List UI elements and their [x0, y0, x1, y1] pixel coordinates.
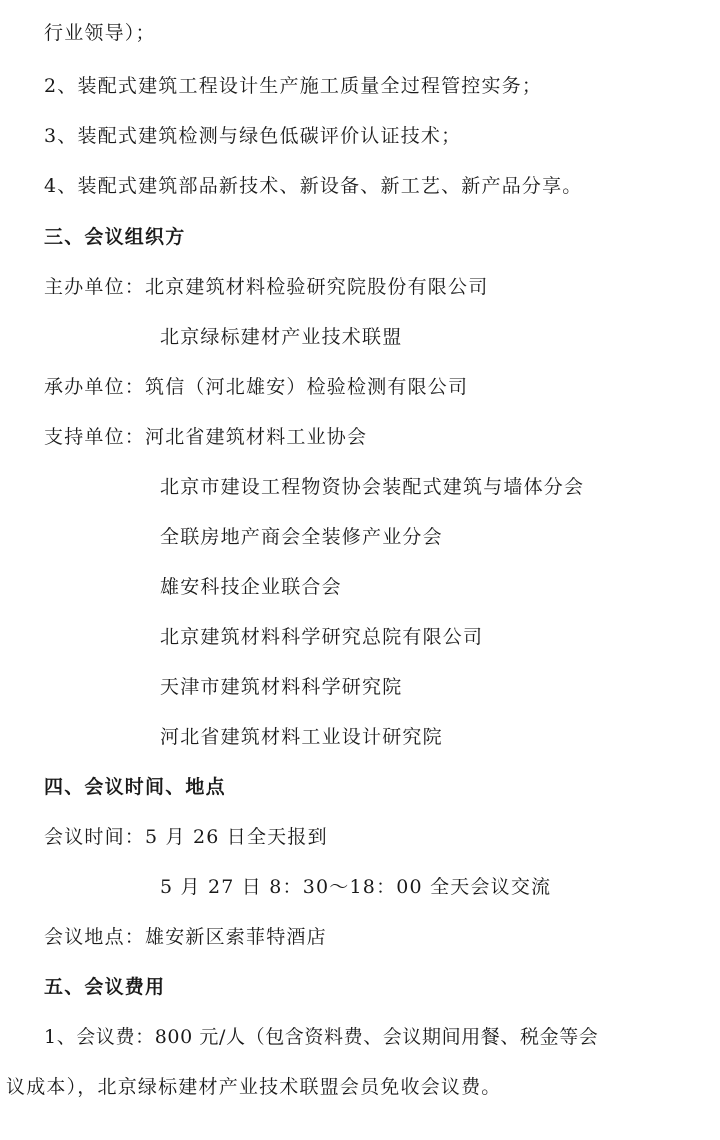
topic-item-4: 4、装配式建筑部品新技术、新设备、新工艺、新产品分享。 [44, 175, 583, 197]
meeting-venue: 会议地点：雄安新区索菲特酒店 [44, 926, 327, 948]
topic-item-3: 3、装配式建筑检测与绿色低碳评价认证技术； [44, 125, 462, 147]
support-unit-item: 雄安科技企业联合会 [160, 576, 342, 598]
host-unit-2: 北京绿标建材产业技术联盟 [160, 326, 403, 348]
support-units: 支持单位：河北省建筑材料工业协会 [44, 426, 368, 448]
fee-line-1: 1、会议费：800 元/人（包含资料费、会议期间用餐、税金等会 [44, 1026, 599, 1048]
topic-line-continuation: 行业领导）； [44, 22, 156, 44]
meeting-time-2: 5 月 27 日 8：30～18：00 全天会议交流 [160, 876, 552, 898]
host-units: 主办单位：北京建筑材料检验研究院股份有限公司 [44, 276, 489, 298]
fee-line-2: 议成本），北京绿标建材产业技术联盟会员免收会议费。 [6, 1076, 502, 1098]
section-heading-organizers: 三、会议组织方 [44, 226, 186, 248]
support-unit-item: 北京市建设工程物资协会装配式建筑与墙体分会 [160, 476, 585, 498]
section-heading-fees: 五、会议费用 [44, 976, 166, 998]
support-unit-item: 全联房地产商会全装修产业分会 [160, 526, 443, 548]
support-unit-item: 北京建筑材料科学研究总院有限公司 [160, 626, 484, 648]
section-heading-time-venue: 四、会议时间、地点 [44, 776, 226, 798]
support-unit-item: 河北省建筑材料工业设计研究院 [160, 726, 443, 748]
meeting-time: 会议时间：5 月 26 日全天报到 [44, 826, 328, 848]
support-unit-item: 天津市建筑材料科学研究院 [160, 676, 403, 698]
organizer-unit: 承办单位：筑信（河北雄安）检验检测有限公司 [44, 376, 469, 398]
topic-item-2: 2、装配式建筑工程设计生产施工质量全过程管控实务； [44, 75, 543, 97]
